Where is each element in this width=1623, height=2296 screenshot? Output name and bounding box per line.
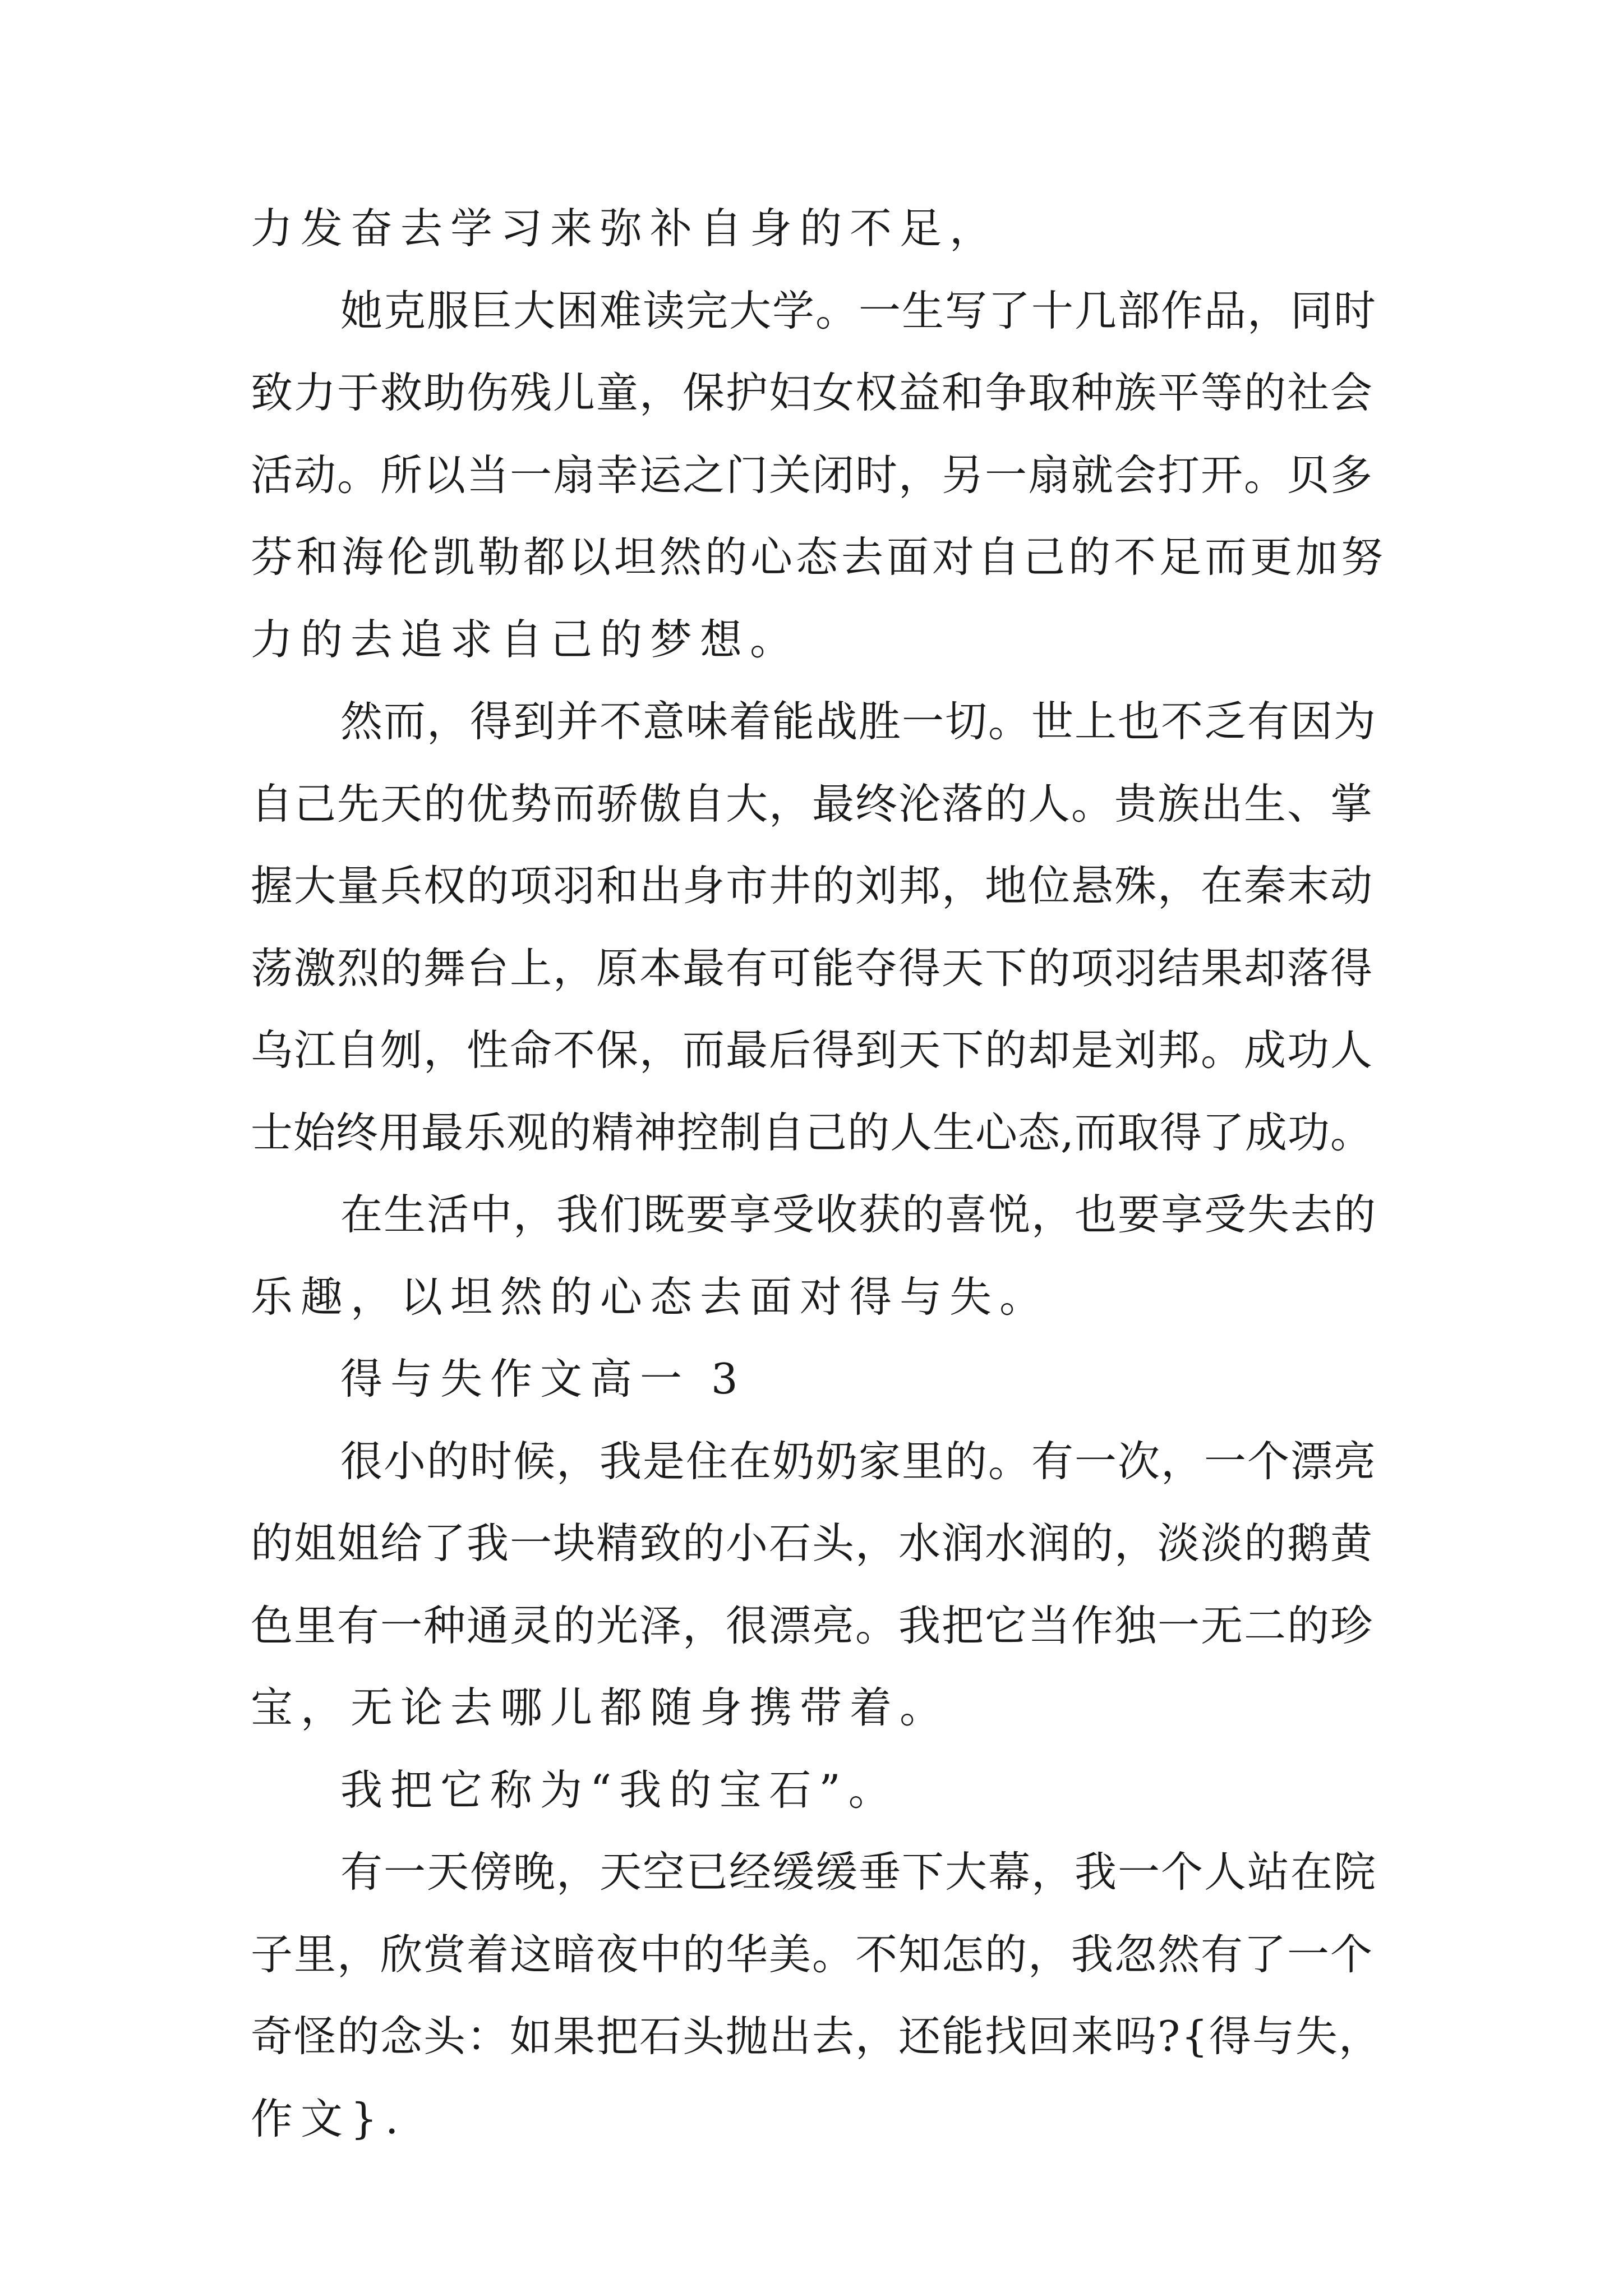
text-line: 乐趣，以坦然的心态去面对得与失。 [251,1272,1050,1322]
text-line: 色里有一种通灵的光泽，很漂亮。我把它当作独一无二的珍 [251,1600,1374,1650]
text-line: 得与失作文高一 3 [340,1354,746,1404]
text-line: 她克服巨大困难读完大学。一生写了十几部作品，同时 [340,286,1377,335]
text-line: 作文}. [251,2093,407,2143]
text-line: 在生活中，我们既要享受收获的喜悦，也要享受失去的 [340,1190,1377,1239]
text-line: 力的去追求自己的梦想。 [251,614,800,664]
text-line: 芬和海伦凯勒都以坦然的心态去面对自己的不足而更加努 [251,532,1387,582]
text-line: 子里，欣赏着这暗夜中的华美。不知怎的，我忽然有了一个 [251,1929,1374,1979]
text-line: 奇怪的念头：如果把石头抛出去，还能找回来吗?{得与失， [251,2012,1382,2061]
text-line: 乌江自刎，性命不保，而最后得到天下的却是刘邦。成功人 [251,1025,1374,1075]
text-line: 有一天傍晚，天空已经缓缓垂下大幕，我一个人站在院 [340,1847,1377,1897]
text-line: 我把它称为“我的宝石”。 [340,1765,898,1815]
text-line: 然而，得到并不意味着能战胜一切。世上也不乏有因为 [340,697,1377,746]
text-line: 力发奋去学习来弥补自身的不足， [251,204,1000,253]
text-line: 士始终用最乐观的精神控制自己的人生心态,而取得了成功。 [251,1107,1373,1157]
text-line: 的姐姐给了我一块精致的小石头，水润水润的，淡淡的鹅黄 [251,1519,1374,1568]
text-line: 自己先天的优势而骄傲自大，最终沦落的人。贵族出生、掌 [251,779,1374,829]
text-line: 很小的时候，我是住在奶奶家里的。有一次，一个漂亮 [340,1436,1377,1486]
text-line: 致力于救助伤残儿童，保护妇女权益和争取种族平等的社会 [251,368,1374,417]
text-line: 荡激烈的舞台上，原本最有可能夺得天下的项羽结果却落得 [251,943,1374,993]
document-body [251,187,1386,2160]
text-line: 活动。所以当一扇幸运之门关闭时，另一扇就会打开。贝多 [251,450,1374,500]
text-line: 握大量兵权的项羽和出身市井的刘邦，地位悬殊，在秦末动 [251,861,1374,910]
text-line: 宝，无论去哪儿都随身携带着。 [251,1683,950,1732]
